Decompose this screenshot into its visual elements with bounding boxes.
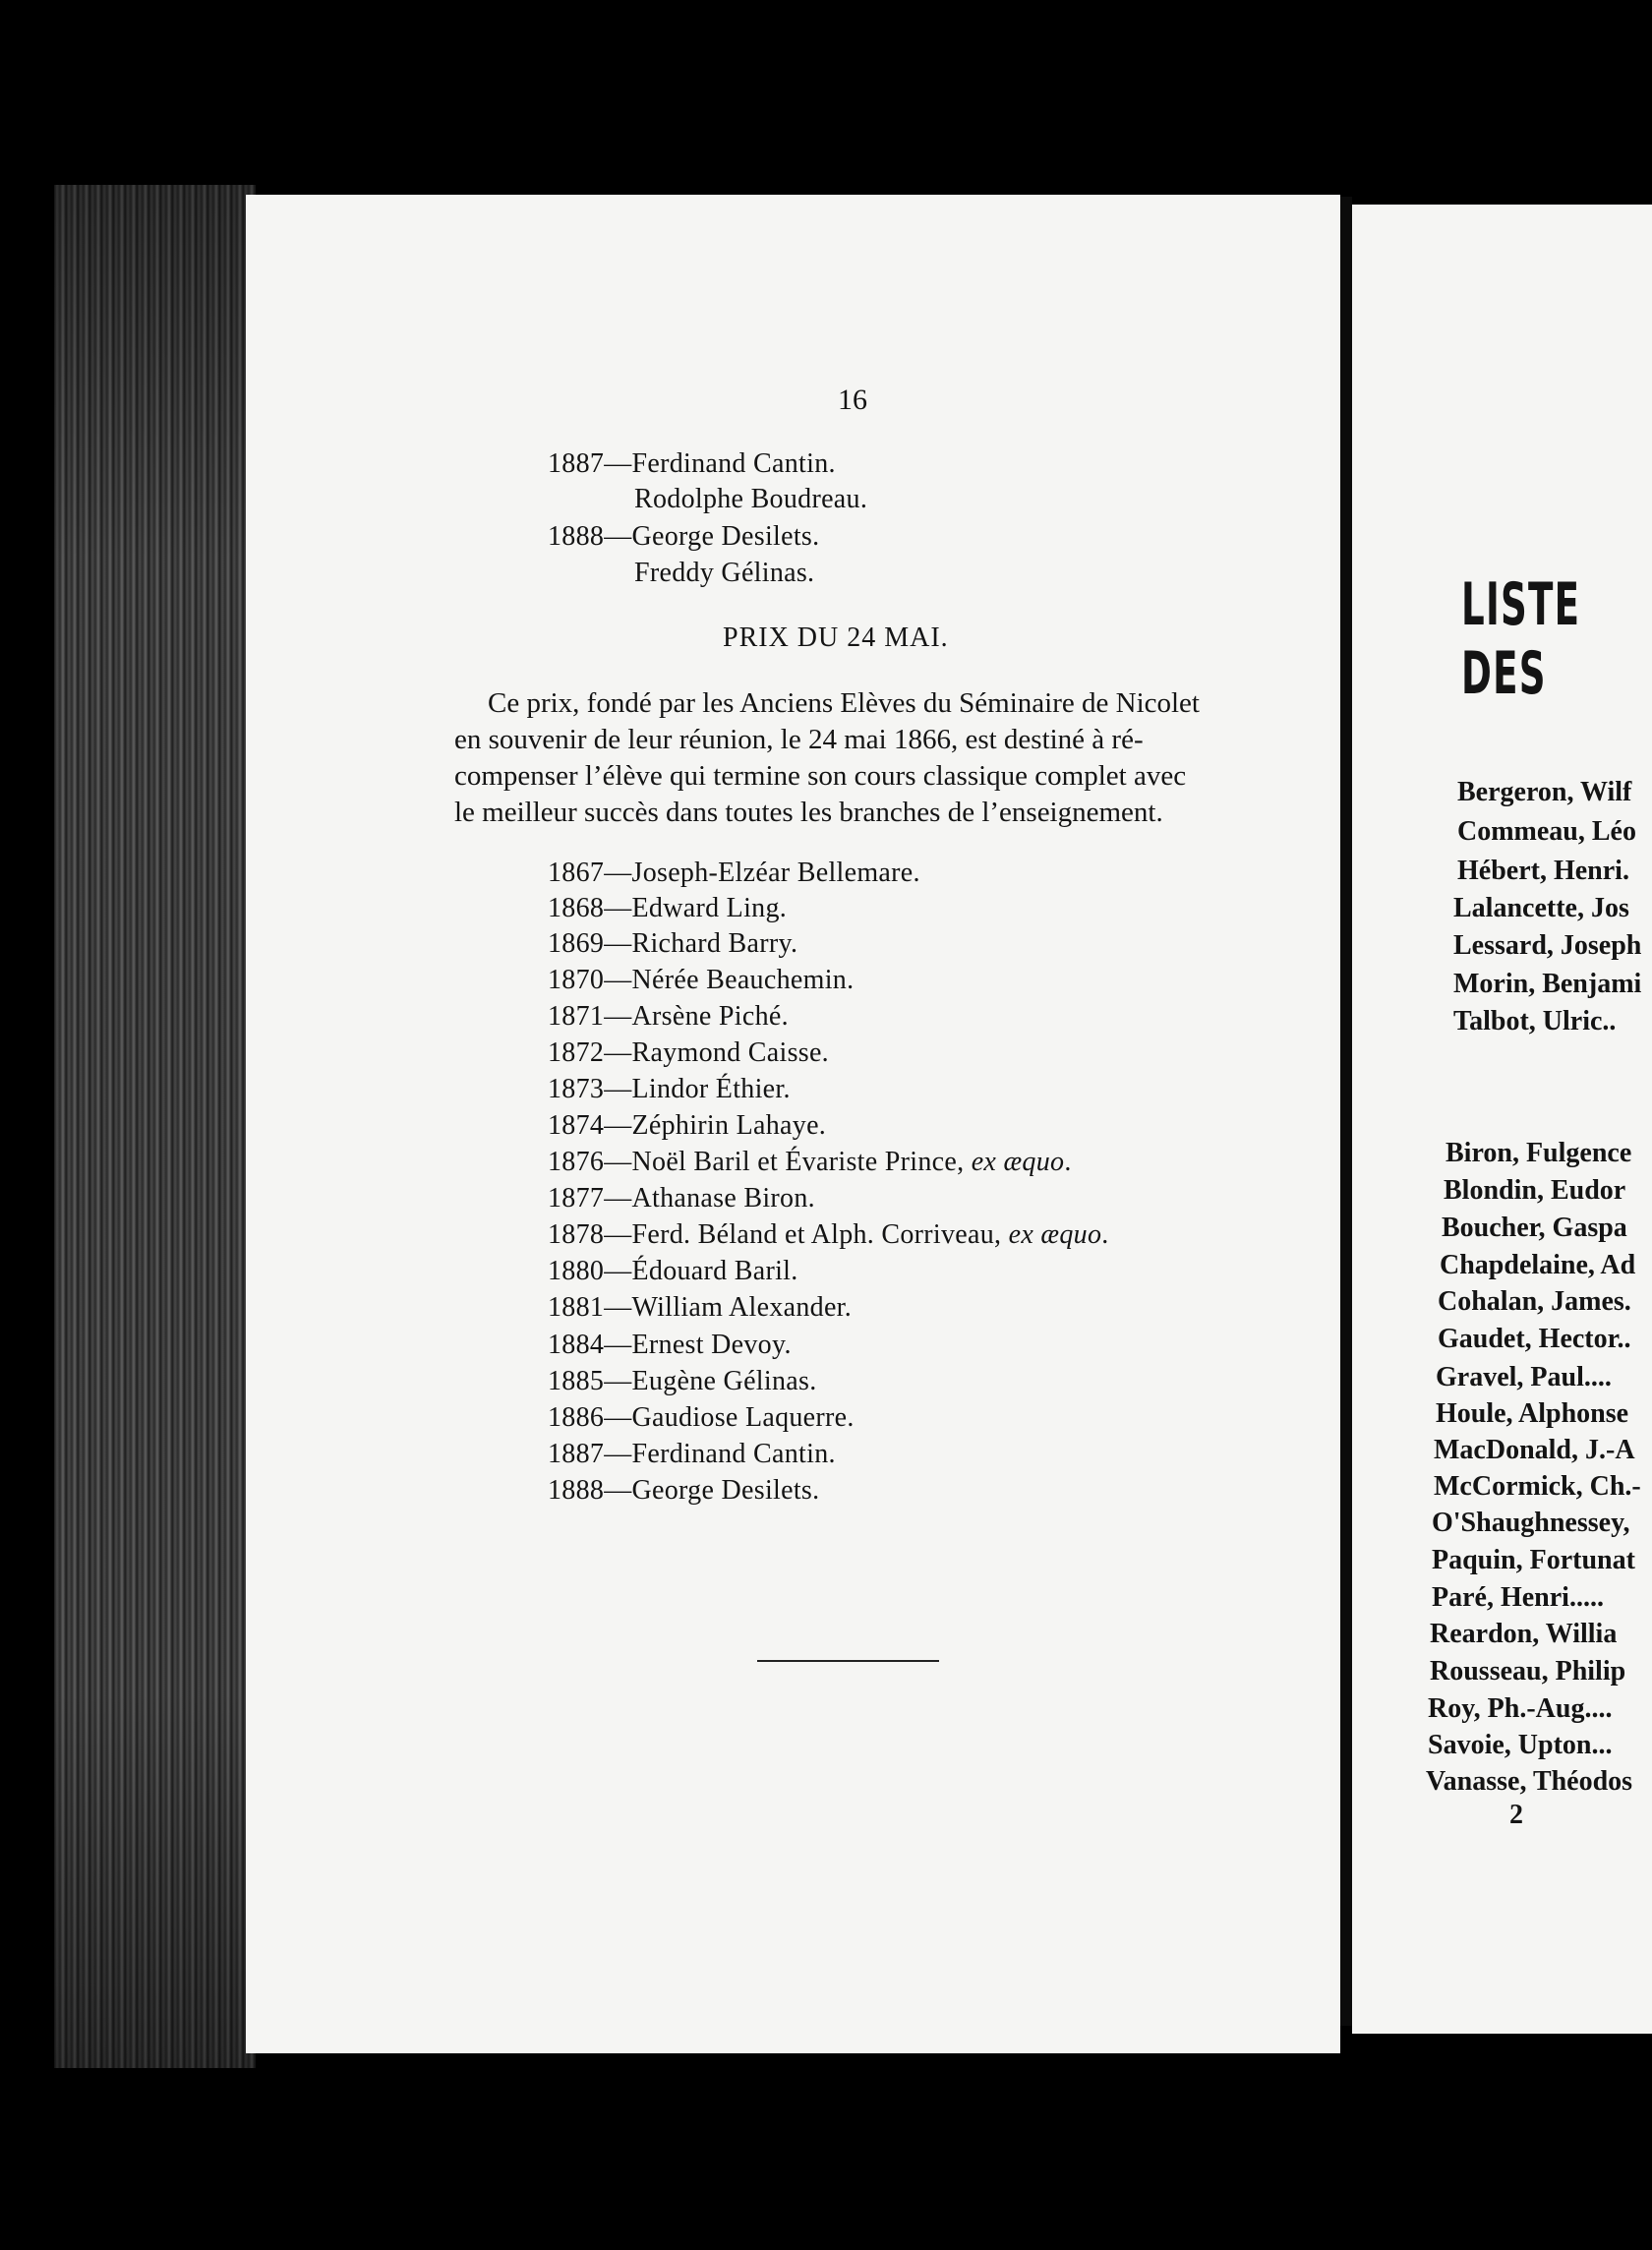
paragraph-line: Ce prix, fondé par les Anciens Elèves du Séminaire de Nicolet [488, 687, 1200, 719]
list-item-text: 1878—Ferd. Béland et Alph. Corriveau, [548, 1219, 1009, 1250]
list-item: 1880—Édouard Baril. [548, 1256, 798, 1286]
right-list-item: Morin, Benjami [1453, 969, 1642, 999]
list-item [548, 1219, 1109, 1251]
list-item: 1867—Joseph-Elzéar Bellemare. [548, 858, 920, 888]
book-page-edges [54, 185, 256, 2068]
right-list-item: Lessard, Joseph [1453, 930, 1642, 961]
right-page-number: 2 [1509, 1800, 1523, 1830]
right-list-item: Gaudet, Hector.. [1438, 1324, 1631, 1354]
list-item: 1870—Nérée Beauchemin. [548, 965, 855, 995]
right-list-item: Blondin, Eudor [1444, 1175, 1626, 1206]
book-gutter [1340, 197, 1352, 2026]
right-list-item: Lalancette, Jos [1453, 893, 1629, 923]
list-item: 1881—William Alexander. [548, 1292, 853, 1323]
right-list-item: Commeau, Léo [1457, 816, 1636, 847]
right-list-item: McCormick, Ch.- [1434, 1471, 1641, 1502]
list-item-latin: ex æquo [971, 1147, 1065, 1177]
list-item: 1869—Richard Barry. [548, 928, 798, 959]
right-list-item: Paré, Henri..... [1432, 1582, 1604, 1613]
list-item-end: . [1101, 1219, 1109, 1250]
paragraph-line: en souvenir de leur réunion, le 24 mai 1866, est destiné à ré- [454, 724, 1144, 755]
prize-description [454, 685, 1251, 831]
right-list-item: Cohalan, James. [1438, 1286, 1631, 1317]
list-item-end: . [1064, 1147, 1072, 1177]
top-entry: 1887—Ferdinand Cantin. [548, 448, 836, 479]
right-list-item: Gravel, Paul.... [1436, 1362, 1612, 1392]
list-item: 1887—Ferdinand Cantin. [548, 1439, 836, 1469]
list-item: 1885—Eugène Gélinas. [548, 1366, 817, 1396]
right-list-item: Hébert, Henri. [1457, 856, 1629, 886]
list-item: 1868—Edward Ling. [548, 893, 788, 923]
right-list-item: Savoie, Upton... [1428, 1730, 1613, 1760]
right-list-item: Roy, Ph.-Aug.... [1428, 1693, 1613, 1724]
list-item-latin: ex æquo [1008, 1219, 1102, 1250]
right-list-item: Rousseau, Philip [1430, 1656, 1626, 1687]
top-entry: 1888—George Desilets. [548, 521, 820, 552]
right-list-item: Bergeron, Wilf [1457, 777, 1632, 807]
list-item: 1874—Zéphirin Lahaye. [548, 1110, 827, 1141]
top-entry: Rodolphe Boudreau. [634, 484, 868, 514]
right-list-item: Boucher, Gaspa [1442, 1213, 1627, 1243]
end-rule [757, 1660, 939, 1662]
list-item [548, 1147, 1072, 1178]
list-item: 1886—Gaudiose Laquerre. [548, 1402, 855, 1433]
section-heading: PRIX DU 24 MAI. [723, 622, 949, 653]
right-list-item: MacDonald, J.-A [1434, 1435, 1635, 1465]
right-list-item: Talbot, Ulric.. [1453, 1006, 1617, 1036]
right-page-title: LISTE DES [1461, 570, 1581, 708]
right-list-item: Houle, Alphonse [1436, 1398, 1629, 1429]
paragraph-line: le meilleur succès dans toutes les branches de l’enseignement. [454, 797, 1163, 828]
top-entry: Freddy Gélinas. [634, 558, 815, 588]
list-item: 1877—Athanase Biron. [548, 1183, 815, 1214]
page-number: 16 [838, 384, 867, 416]
list-item: 1884—Ernest Devoy. [548, 1330, 792, 1360]
right-list-item: Biron, Fulgence [1446, 1138, 1632, 1168]
list-item: 1872—Raymond Caisse. [548, 1037, 829, 1068]
right-list-item: Vanasse, Théodos [1426, 1766, 1633, 1797]
paragraph-line: compenser l’élève qui termine son cours classique complet avec [454, 760, 1187, 792]
list-item: 1873—Lindor Éthier. [548, 1074, 791, 1104]
right-list-item: O'Shaughnessey, [1432, 1508, 1630, 1538]
right-list-item: Chapdelaine, Ad [1440, 1250, 1636, 1280]
right-list-item: Paquin, Fortunat [1432, 1545, 1635, 1575]
list-item: 1888—George Desilets. [548, 1475, 820, 1506]
list-item: 1871—Arsène Piché. [548, 1001, 789, 1032]
list-item-text: 1876—Noël Baril et Évariste Prince, [548, 1147, 972, 1177]
right-list-item: Reardon, Willia [1430, 1619, 1618, 1649]
